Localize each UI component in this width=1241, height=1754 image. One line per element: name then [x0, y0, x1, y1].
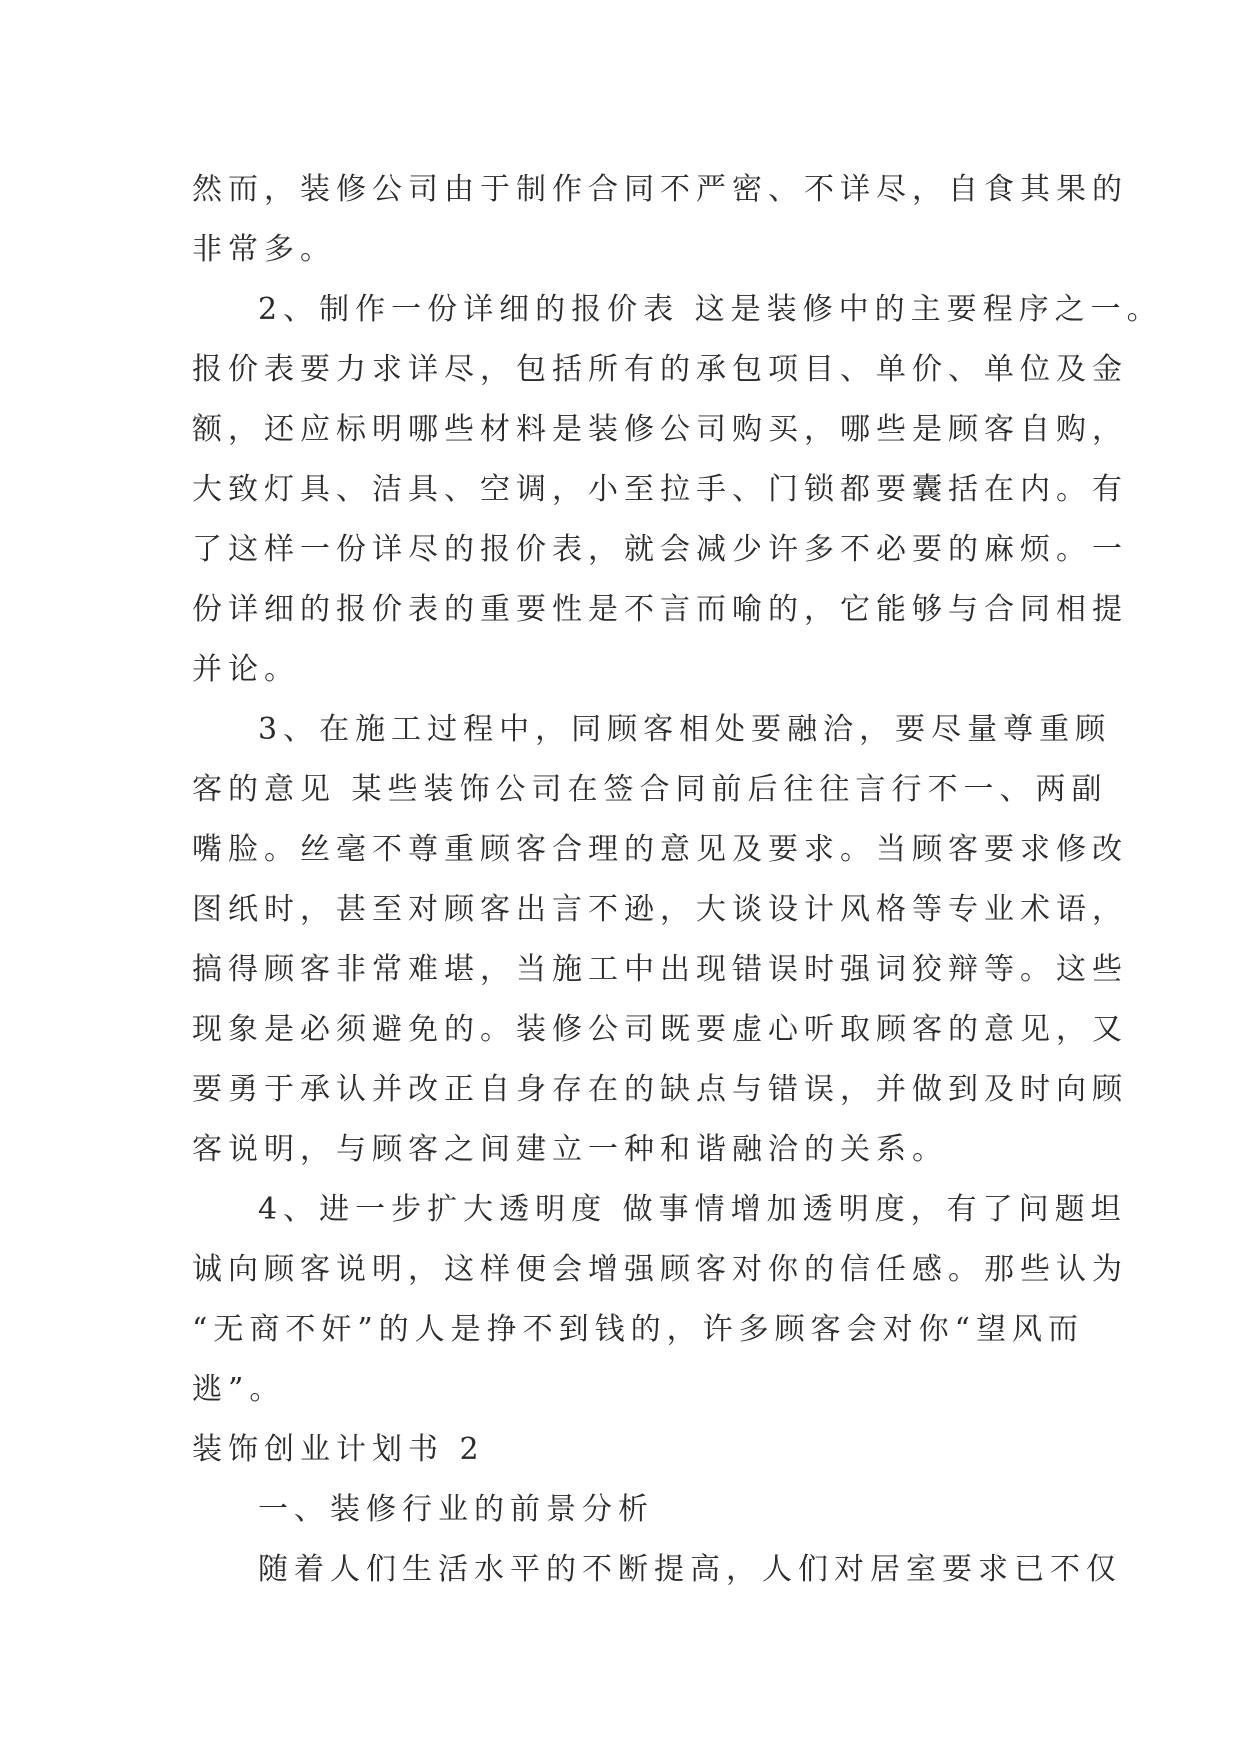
text-line: 4、进一步扩大透明度 做事情增加透明度，有了问题坦 — [258, 1192, 1127, 1227]
text-line: 大致灯具、洁具、空调，小至拉手、门锁都要囊括在内。有 — [192, 472, 1128, 507]
subsection-heading: 一、装修行业的前景分析 — [258, 1492, 654, 1527]
text-line: 3、在施工过程中，同顾客相处要融洽，要尽量尊重顾 — [258, 712, 1112, 747]
text-line: 并论。 — [192, 652, 300, 687]
text-line: 客的意见 某些装饰公司在签合同前后往往言行不一、两副 — [192, 772, 1108, 807]
text-line: 现象是必须避免的。装修公司既要虚心听取顾客的意见，又 — [192, 1012, 1128, 1047]
section-heading: 装饰创业计划书 2 — [192, 1432, 485, 1467]
text-line: 然而，装修公司由于制作合同不严密、不详尽，自食其果的 — [192, 172, 1128, 207]
text-line: 额，还应标明哪些材料是装修公司购买，哪些是顾客自购， — [192, 412, 1128, 447]
text-line: 搞得顾客非常难堪，当施工中出现错误时强词狡辩等。这些 — [192, 952, 1128, 987]
text-line: 非常多。 — [192, 232, 336, 267]
text-line: 要勇于承认并改正自身存在的缺点与错误，并做到及时向顾 — [192, 1072, 1128, 1107]
text-line: 图纸时，甚至对顾客出言不逊，大谈设计风格等专业术语， — [192, 892, 1128, 927]
text-line: 了这样一份详尽的报价表，就会减少许多不必要的麻烦。一 — [192, 532, 1128, 567]
text-line: 逃”。 — [192, 1372, 286, 1407]
text-line: 报价表要力求详尽，包括所有的承包项目、单价、单位及金 — [192, 352, 1128, 387]
text-line: 客说明，与顾客之间建立一种和谐融洽的关系。 — [192, 1132, 948, 1167]
text-line: 嘴脸。丝毫不尊重顾客合理的意见及要求。当顾客要求修改 — [192, 832, 1128, 867]
text-line: 份详细的报价表的重要性是不言而喻的，它能够与合同相提 — [192, 592, 1128, 627]
text-line: 2、制作一份详细的报价表 这是装修中的主要程序之一。 — [258, 292, 1163, 327]
text-line: 随着人们生活水平的不断提高，人们对居室要求已不仅 — [258, 1552, 1122, 1587]
body-text — [192, 160, 1163, 1600]
text-line: 诚向顾客说明，这样便会增强顾客对你的信任感。那些认为 — [192, 1252, 1128, 1287]
text-line: “无商不奸”的人是挣不到钱的，许多顾客会对你“望风而 — [192, 1312, 1085, 1347]
